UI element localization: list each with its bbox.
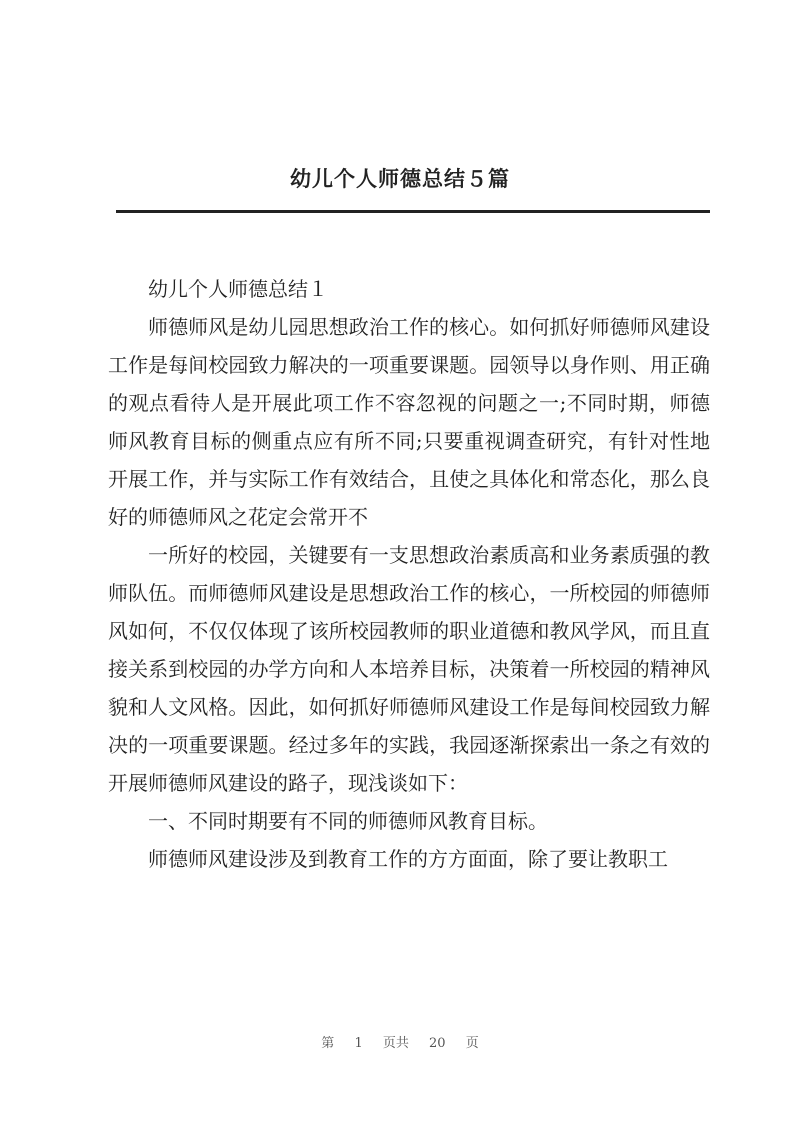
- page-footer: [0, 1032, 800, 1051]
- paragraph: 一所好的校园，关键要有一支思想政治素质高和业务素质强的教师队伍。而师德师风建设是思想政治工作的核心，一所校园的师德师风如何，不仅仅体现了该所校园教师的职业道德和教风学风，而且直接关系到校园的办学方向和人本培养目标，决策着一所校园的精神风貌和人文风格。因此，如何抓好师德师风建设工作是每间校园致力解决的一项重要课题。经过多年的实践，我园逐渐探索出一条之有效的开展师德师风建设的路子，现浅谈如下：: [108, 543, 710, 795]
- footer-current-page: 1: [354, 1036, 363, 1051]
- section-heading: 幼儿个人师德总结１: [148, 277, 328, 301]
- paragraph: 师德师风是幼儿园思想政治工作的核心。如何抓好师德师风建设工作是每间校园致力解决的一项重要课题。园领导以身作则、用正确的观点看待人是开展此项工作不容忽视的问题之一;不同时期，师德师风教育目标的侧重点应有所不同;只要重视调查研究，有针对性地开展工作，并与实际工作有效结合，且使之具体化和常态化，那么良好的师德师风之花定会常开不: [108, 315, 710, 529]
- footer-total-pages: 20: [429, 1036, 446, 1051]
- document-title: 幼儿个人师德总结５篇: [290, 166, 510, 191]
- footer-total-label: 页共: [382, 1036, 409, 1051]
- subheading: 一、不同时期要有不同的师德师风教育目标。: [148, 809, 548, 833]
- title-divider: [116, 210, 710, 213]
- paragraph: 师德师风建设涉及到教育工作的方方面面，除了要让教职工: [148, 847, 668, 871]
- footer-end-label: 页: [465, 1036, 479, 1051]
- document-body: [108, 270, 710, 878]
- footer-page-label: 第: [321, 1036, 335, 1051]
